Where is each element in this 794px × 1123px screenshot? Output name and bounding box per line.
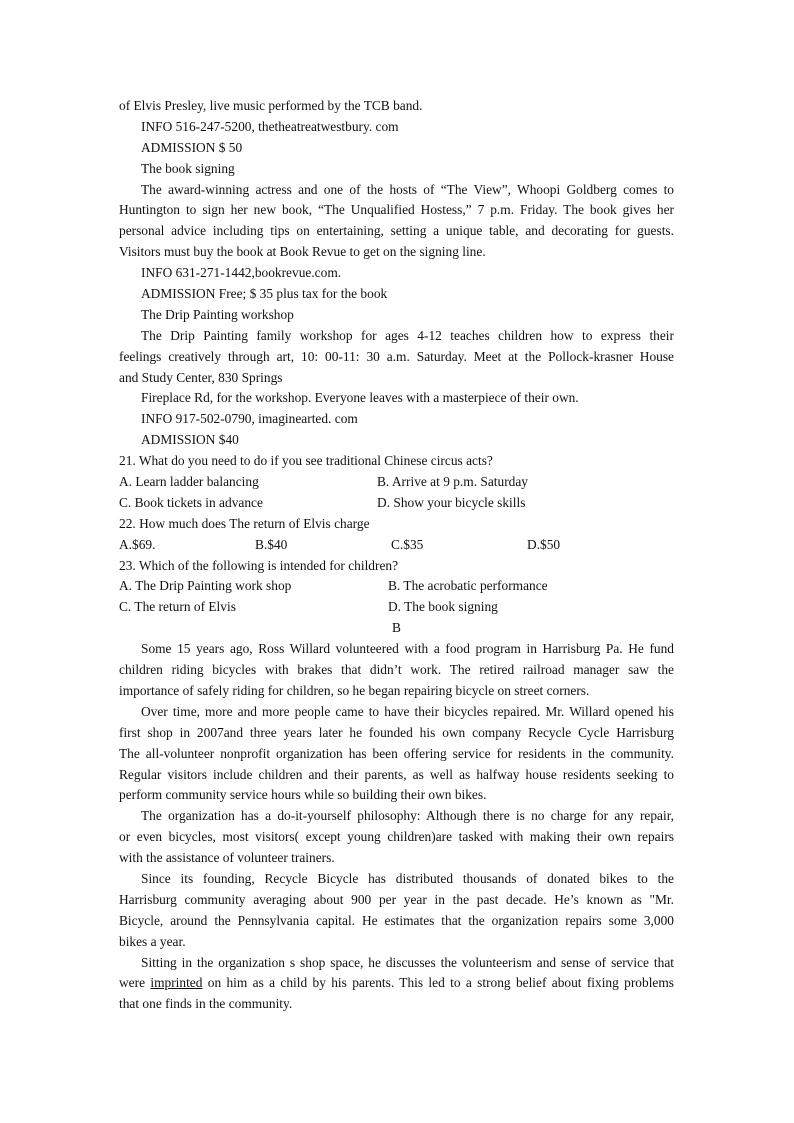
drip-paragraph-line: and Study Center, 830 Springs <box>119 369 283 385</box>
question-23-option-d: D. The book signing <box>388 599 498 615</box>
b-paragraph-4-line: Harrisburg community averaging about 900 per year in the past decade. He’s known as "Mr. <box>119 891 674 907</box>
b-paragraph-1-line: Some 15 years ago, Ross Willard volunteered with a food program in Harrisburg Pa. He fund <box>141 641 674 657</box>
question-21-option-a: A. Learn ladder balancing <box>119 474 259 490</box>
b-paragraph-2-line: perform community service hours while so building their own bikes. <box>119 787 487 803</box>
b-paragraph-3-line: or even bicycles, most visitors( except young children)are tasked with making their own repairs <box>119 829 674 845</box>
question-21-options-row <box>119 472 674 493</box>
question-22-option-a: A.$69. <box>119 536 156 552</box>
question-21-option-c: C. Book tickets in advance <box>119 494 263 510</box>
b-p5-pre: were <box>119 975 151 991</box>
b-paragraph-5-line <box>119 973 674 994</box>
b-paragraph-5-line: that one finds in the community. <box>119 996 293 1012</box>
book-paragraph-line: personal advice including tips on entertaining, setting a unique table, and decorating for guests. <box>119 223 674 239</box>
document-page <box>119 96 674 1015</box>
question-23-option-c: C. The return of Elvis <box>119 599 236 615</box>
drip-workshop-title: The Drip Painting workshop <box>141 306 294 322</box>
section-b-label: B <box>392 620 401 636</box>
b-paragraph-3-line: The organization has a do-it-yourself philosophy: Although there is no charge for any repair, <box>141 808 674 824</box>
question-21-option-d: D. Show your bicycle skills <box>377 494 526 510</box>
b-paragraph-2-line: Regular visitors include children and their parents, as well as halfway house residents seeking to <box>119 766 674 782</box>
question-22-options-row <box>119 535 674 556</box>
question-21-stem: 21. What do you need to do if you see traditional Chinese circus acts? <box>119 453 493 469</box>
book-signing-title: The book signing <box>141 160 235 176</box>
b-paragraph-4-line: Bicycle, around the Pennsylvania capital. He estimates that the organization repairs some 3,000 <box>119 912 674 928</box>
question-22-option-b: B.$40 <box>255 536 288 552</box>
question-22-stem: 22. How much does The return of Elvis charge <box>119 515 370 531</box>
book-paragraph-line: Huntington to sign her new book, “The Unqualified Hostess,” 7 p.m. Friday. The book gives her <box>119 202 674 218</box>
underlined-word-imprinted: imprinted <box>150 975 203 991</box>
book-admission: ADMISSION Free; $ 35 plus tax for the book <box>141 286 388 302</box>
question-23-option-a: A. The Drip Painting work shop <box>119 578 292 594</box>
b-p5-post: on him as a child by his parents. This led to a strong belief about fixing problems <box>202 975 674 991</box>
book-info: INFO 631-271-1442,bookrevue.com. <box>141 265 342 281</box>
b-paragraph-4-line: Since its founding, Recycle Bicycle has distributed thousands of donated bikes to the <box>141 870 674 886</box>
b-paragraph-1-line: children riding bicycles with brakes that didn’t work. The retired railroad manager saw the <box>119 662 674 678</box>
question-21-option-b: B. Arrive at 9 p.m. Saturday <box>377 474 528 490</box>
b-paragraph-2-line: first shop in 2007and three years later he founded his own company Recycle Cycle Harrisburg <box>119 724 674 740</box>
elvis-admission: ADMISSION $ 50 <box>141 139 243 155</box>
b-paragraph-4-line: bikes a year. <box>119 933 186 949</box>
b-paragraph-3-line: with the assistance of volunteer trainers. <box>119 850 335 866</box>
question-21-options-row <box>119 493 674 514</box>
drip-paragraph-line: The Drip Painting family workshop for ages 4-12 teaches children how to express their <box>141 327 674 343</box>
question-23-options-row <box>119 576 674 597</box>
question-22-option-c: C.$35 <box>391 536 424 552</box>
b-paragraph-5-line: Sitting in the organization s shop space, he discusses the volunteerism and sense of service that <box>141 954 674 970</box>
question-22-option-d: D.$50 <box>527 536 561 552</box>
book-paragraph-line: The award-winning actress and one of the hosts of “The View”, Whoopi Goldberg comes to <box>141 181 674 197</box>
drip-paragraph-2: Fireplace Rd, for the workshop. Everyone leaves with a masterpiece of their own. <box>141 390 579 406</box>
drip-info: INFO 917-502-0790, imaginearted. com <box>141 411 358 427</box>
b-paragraph-1-line: importance of safely riding for children, so he began repairing bicycle on street corners. <box>119 682 590 698</box>
b-paragraph-2-line: The all-volunteer nonprofit organization has been offering service for residents in the community. <box>119 745 674 761</box>
book-paragraph-line: Visitors must buy the book at Book Revue to get on the signing line. <box>119 244 486 260</box>
question-23-options-row <box>119 597 674 618</box>
elvis-description-tail: of Elvis Presley, live music performed by the TCB band. <box>119 98 423 113</box>
drip-admission: ADMISSION $40 <box>141 432 239 448</box>
elvis-info: INFO 516-247-5200, thetheatreatwestbury. com <box>141 118 399 134</box>
question-23-option-b: B. The acrobatic performance <box>388 578 548 594</box>
b-paragraph-2-line: Over time, more and more people came to have their bicycles repaired. Mr. Willard opened his <box>141 703 674 719</box>
drip-paragraph-line: feelings creatively through art, 10: 00-11: 30 a.m. Saturday. Meet at the Pollock-krasner House <box>119 348 674 364</box>
question-23-stem: 23. Which of the following is intended for children? <box>119 557 399 573</box>
